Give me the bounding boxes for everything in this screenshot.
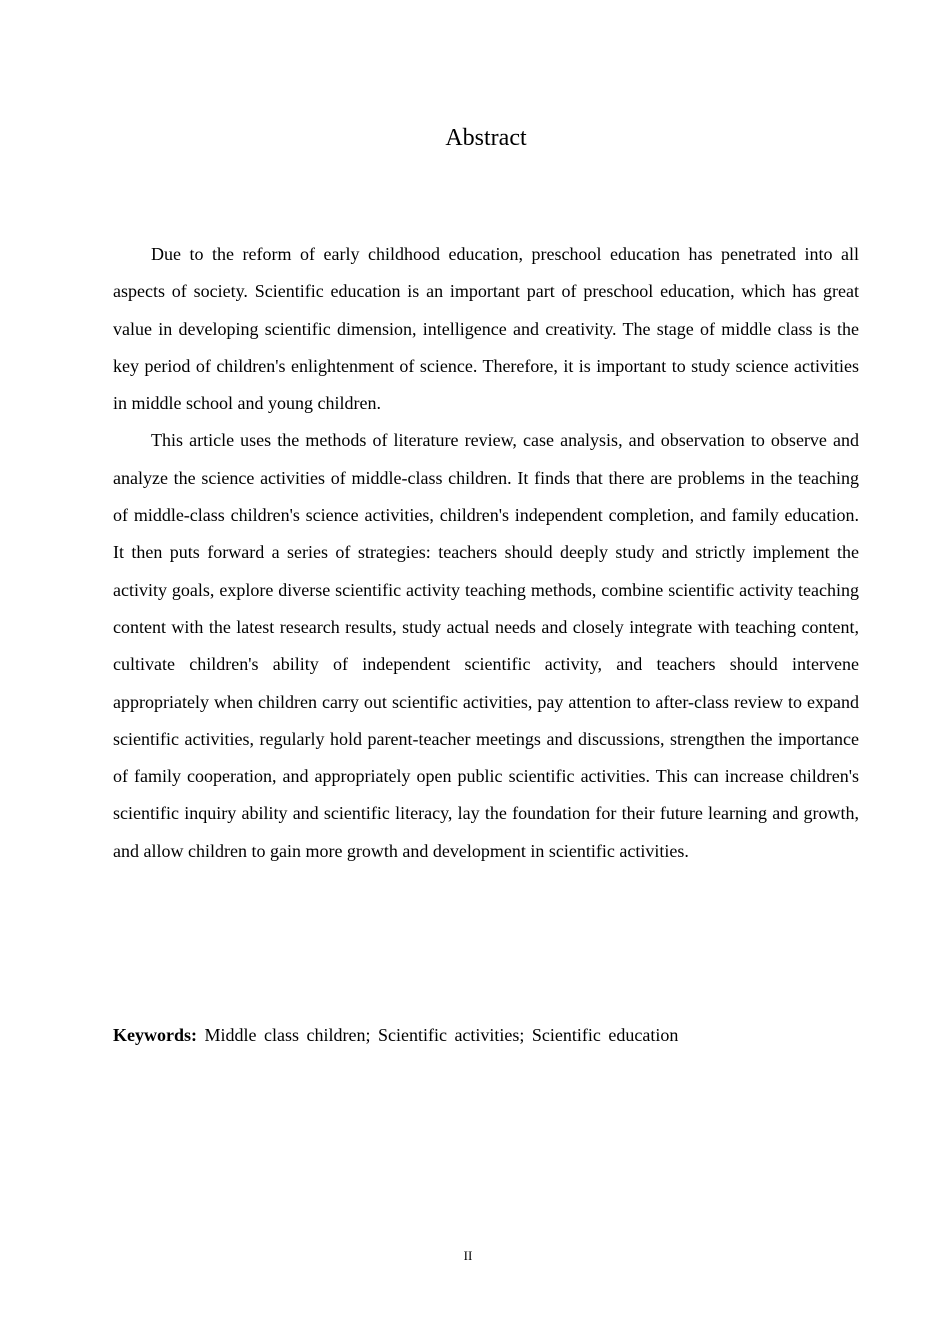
keywords-label: Keywords:	[113, 1025, 197, 1045]
page-number: II	[463, 1248, 473, 1263]
keywords-line	[113, 1017, 859, 1054]
abstract-paragraph-1: Due to the reform of early childhood education, preschool education has penetrated into all aspects of society. Scientific education is an important part of preschool education, which has great value in developing scientific dimension, intelligence and creativity. The stage of middle class is the key period of children's enlightenment of science. Therefore, it is important to study science activities in middle school and young children.	[113, 244, 859, 414]
keywords-list: Middle class children; Scientific activities; Scientific education	[204, 1025, 679, 1045]
abstract-paragraph-2: This article uses the methods of literature review, case analysis, and observation to observe and analyze the science activities of middle-class children. It finds that there are problems in the teaching of middle-class children's science activities, children's independent completion, and family education. It then puts forward a series of strategies: teachers should deeply study and strictly implement the activity goals, explore diverse scientific activity teaching methods, combine scientific activity teaching content with the latest research results, study actual needs and closely integrate with teaching content, cultivate children's ability of independent scientific activity, and teachers should intervene appropriately when children carry out scientific activities, pay attention to after-class review to expand scientific activities, regularly hold parent-teacher meetings and discussions, strengthen the importance of family cooperation, and appropriately open public scientific activities. This can increase children's scientific inquiry ability and scientific literacy, lay the foundation for their future learning and growth, and allow children to gain more growth and development in scientific activities.	[113, 430, 859, 861]
abstract-body	[113, 236, 859, 870]
page-title: Abstract	[445, 125, 527, 151]
